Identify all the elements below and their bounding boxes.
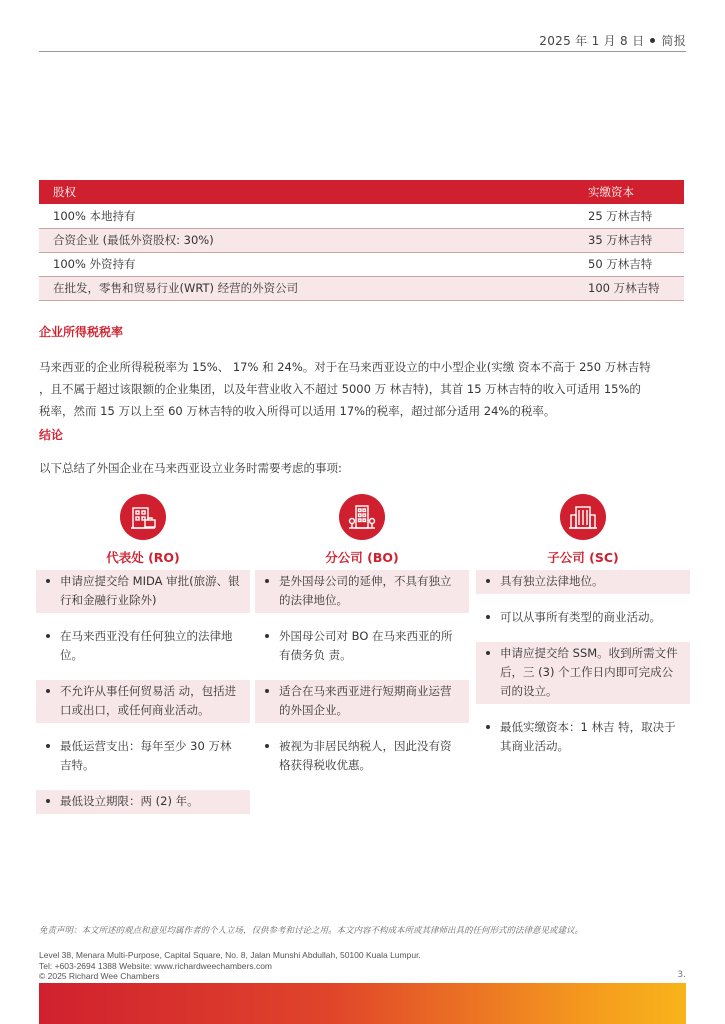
capital-cell: 25 万林吉特: [574, 204, 684, 228]
list-item: 是外国母公司的延伸，不具有独立的法律地位。: [255, 570, 469, 613]
disclaimer: 免责声明：本文所述的观点和意见均属作者的个人立场，仅供参考和讨论之用。本文内容不构成本所或其律师出具的任何形式的法律意见或建议。: [39, 926, 584, 936]
document-type: 简报: [661, 34, 686, 48]
conclusion-heading: 结论: [39, 428, 64, 442]
tax-rate-paragraph: [39, 356, 687, 422]
list-item: 最低运营支出：每年至少 30 万林吉特。: [36, 735, 250, 778]
footer-tel-website: Tel: +603-2694 1388 Website: www.richardweechambers.com: [39, 960, 273, 971]
tax-rate-heading: 企业所得税税率: [39, 325, 124, 339]
list-item: 申请应提交给 SSM。收到所需文件后，三 (3) 个工作日内即可完成公司的设立。: [476, 642, 690, 704]
equity-cell: 100% 外资持有: [39, 252, 574, 276]
header-divider: [39, 51, 686, 52]
list-item: 不允许从事任何贸易活 动，包括进口或出口，或任何商业活动。: [36, 680, 250, 723]
footer-address: Level 38, Menara Multi-Purpose, Capital Square, No. 8, Jalan Munshi Abdullah, 50100 Kuala Lumpur.: [39, 950, 421, 960]
office-building-briefcase-icon: [120, 494, 166, 540]
list-item: 在马来西亚没有任何独立的法律地位。: [36, 625, 250, 668]
paragraph-line: ，且不属于超过该限额的企业集团，以及年营业收入不超过 5000 万 林吉特)，其首 15 万林吉特的收入可适用 15%的: [39, 382, 641, 396]
list-item: 最低设立期限：两 (2) 年。: [36, 790, 250, 814]
paid-up-capital-table: [39, 180, 684, 301]
branch-office-column: [255, 494, 469, 790]
page-number: 3.: [677, 970, 686, 980]
list-item: 外国母公司对 BO 在马来西亚的所有债务负 责。: [255, 625, 469, 668]
paragraph-line: 税率，然而 15 万以上至 60 万林吉特的收入所得可以适用 17%的税率，超过部分适用 24%的税率。: [39, 404, 556, 418]
footer-gradient-bar: [39, 983, 686, 1024]
representative-office-column: [36, 494, 250, 826]
header-paid-up-capital: 实缴资本: [574, 180, 684, 204]
table-row: [39, 276, 684, 300]
equity-cell: 100% 本地持有: [39, 204, 574, 228]
header-equity: 股权: [39, 180, 574, 204]
paragraph-line: 马来西亚的企业所得税税率为 15%、 17% 和 24%。对于在马来西亚设立的中小型企业(实缴 资本不高于 250 万林吉特: [39, 360, 651, 374]
footer-copyright: © 2025 Richard Wee Chambers: [39, 971, 160, 981]
equity-cell: 合资企业 (最低外资股权: 30%): [39, 228, 574, 252]
list-item: 申请应提交给 MIDA 审批(旅游、银行和金融行业除外): [36, 570, 250, 613]
table-row: [39, 204, 684, 228]
footer-contact: [39, 950, 421, 982]
list-item: 最低实缴资本：1 林吉 特，取决于其商业活动。: [476, 716, 690, 759]
corporate-headquarters-icon: [560, 494, 606, 540]
table-row: [39, 228, 684, 252]
column-title: 分公司 (BO): [325, 550, 399, 565]
column-title: 代表处 (RO): [106, 550, 180, 565]
bullet-separator: [650, 38, 655, 43]
capital-cell: 100 万林吉特: [574, 276, 684, 300]
subsidiary-company-column: [476, 494, 690, 771]
capital-cell: 50 万林吉特: [574, 252, 684, 276]
list-item: 具有独立法律地位。: [476, 570, 690, 594]
equity-cell: 在批发，零售和贸易行业(WRT) 经营的外资公司: [39, 276, 574, 300]
list-item: 被视为非居民纳税人，因此没有资格获得税收优惠。: [255, 735, 469, 778]
header-date-line: [539, 32, 686, 49]
issue-date: 2025 年 1 月 8 日: [539, 34, 645, 48]
column-title: 子公司 (SC): [547, 550, 619, 565]
conclusion-intro: 以下总结了外国企业在马来西亚设立业务时需要考虑的事项:: [39, 461, 342, 475]
list-item: 适合在马来西亚进行短期商业运营的外国企业。: [255, 680, 469, 723]
branch-office-building-icon: [339, 494, 385, 540]
list-item: 可以从事所有类型的商业活动。: [476, 606, 690, 630]
capital-cell: 35 万林吉特: [574, 228, 684, 252]
table-header-row: [39, 180, 684, 204]
table-row: [39, 252, 684, 276]
